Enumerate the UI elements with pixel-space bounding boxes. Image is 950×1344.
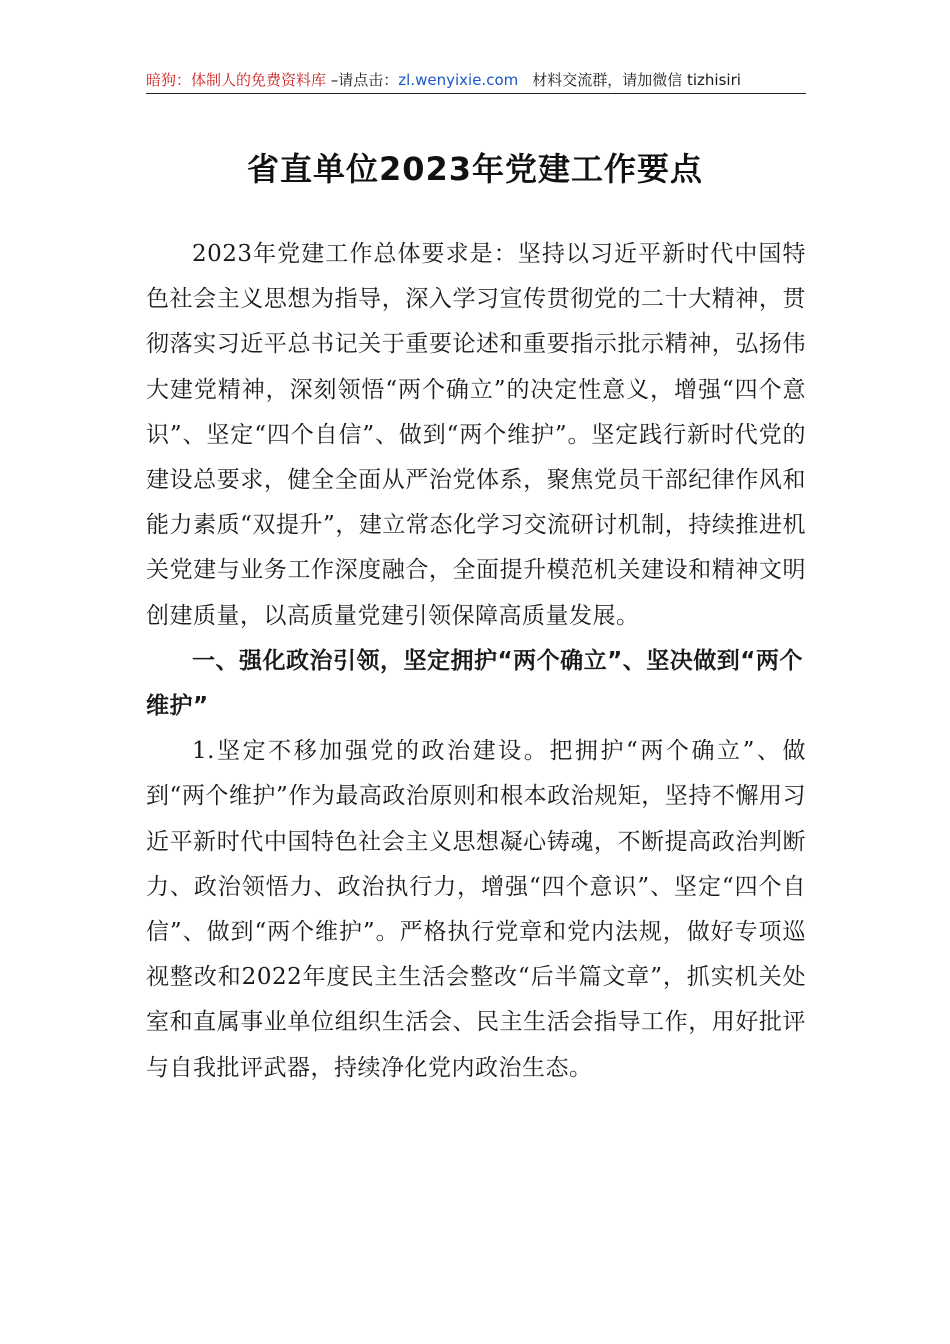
page-header: [146, 68, 806, 92]
header-divider: [146, 93, 806, 94]
promo-label: 暗狗：体制人的免费资料库: [146, 71, 327, 89]
intro-paragraph: 2023年党建工作总体要求是：坚持以习近平新时代中国特色社会主义思想为指导，深入学习宣传贯彻党的二十大精神，贯彻落实习近平总书记关于重要论述和重要指示批示精神，弘扬伟大建党精神，深刻领悟“两个确立”的决定性意义，增强“四个意识”、坚定“四个自信”、做到“两个维护”。坚定践行新时代党的建设总要求，健全全面从严治党体系，聚焦党员干部纪律作风和能力素质“双提升”，建立常态化学习交流研讨机制，持续推进机关党建与业务工作深度融合，全面提升模范机关建设和精神文明创建质量，以高质量党建引领保障高质量发展。: [146, 241, 806, 629]
wechat-note: 材料交流群，请加微信 tizhisiri: [532, 71, 741, 89]
click-prompt: –请点击：: [326, 71, 399, 89]
item-paragraph: 1.坚定不移加强党的政治建设。把拥护“两个确立”、做到“两个维护”作为最高政治原则和根本政治规矩，坚持不懈用习近平新时代中国特色社会主义思想凝心铸魂，不断提高政治判断力、政治领悟力、政治执行力，增强“四个意识”、坚定“四个自信”、做到“两个维护”。严格执行党章和党内法规，做好专项巡视整改和2022年度民主生活会整改“后半篇文章”，抓实机关处室和直属事业单位组织生活会、民主生活会指导工作，用好批评与自我批评武器，持续净化党内政治生态。: [146, 738, 806, 1081]
document-body: [146, 232, 806, 1091]
document-title: 省直单位2023年党建工作要点: [246, 150, 704, 189]
resource-link[interactable]: zl.wenyixie.com: [398, 71, 519, 89]
section-heading: 一、强化政治引领，坚定拥护“两个确立”、坚决做到“两个维护”: [146, 647, 803, 720]
